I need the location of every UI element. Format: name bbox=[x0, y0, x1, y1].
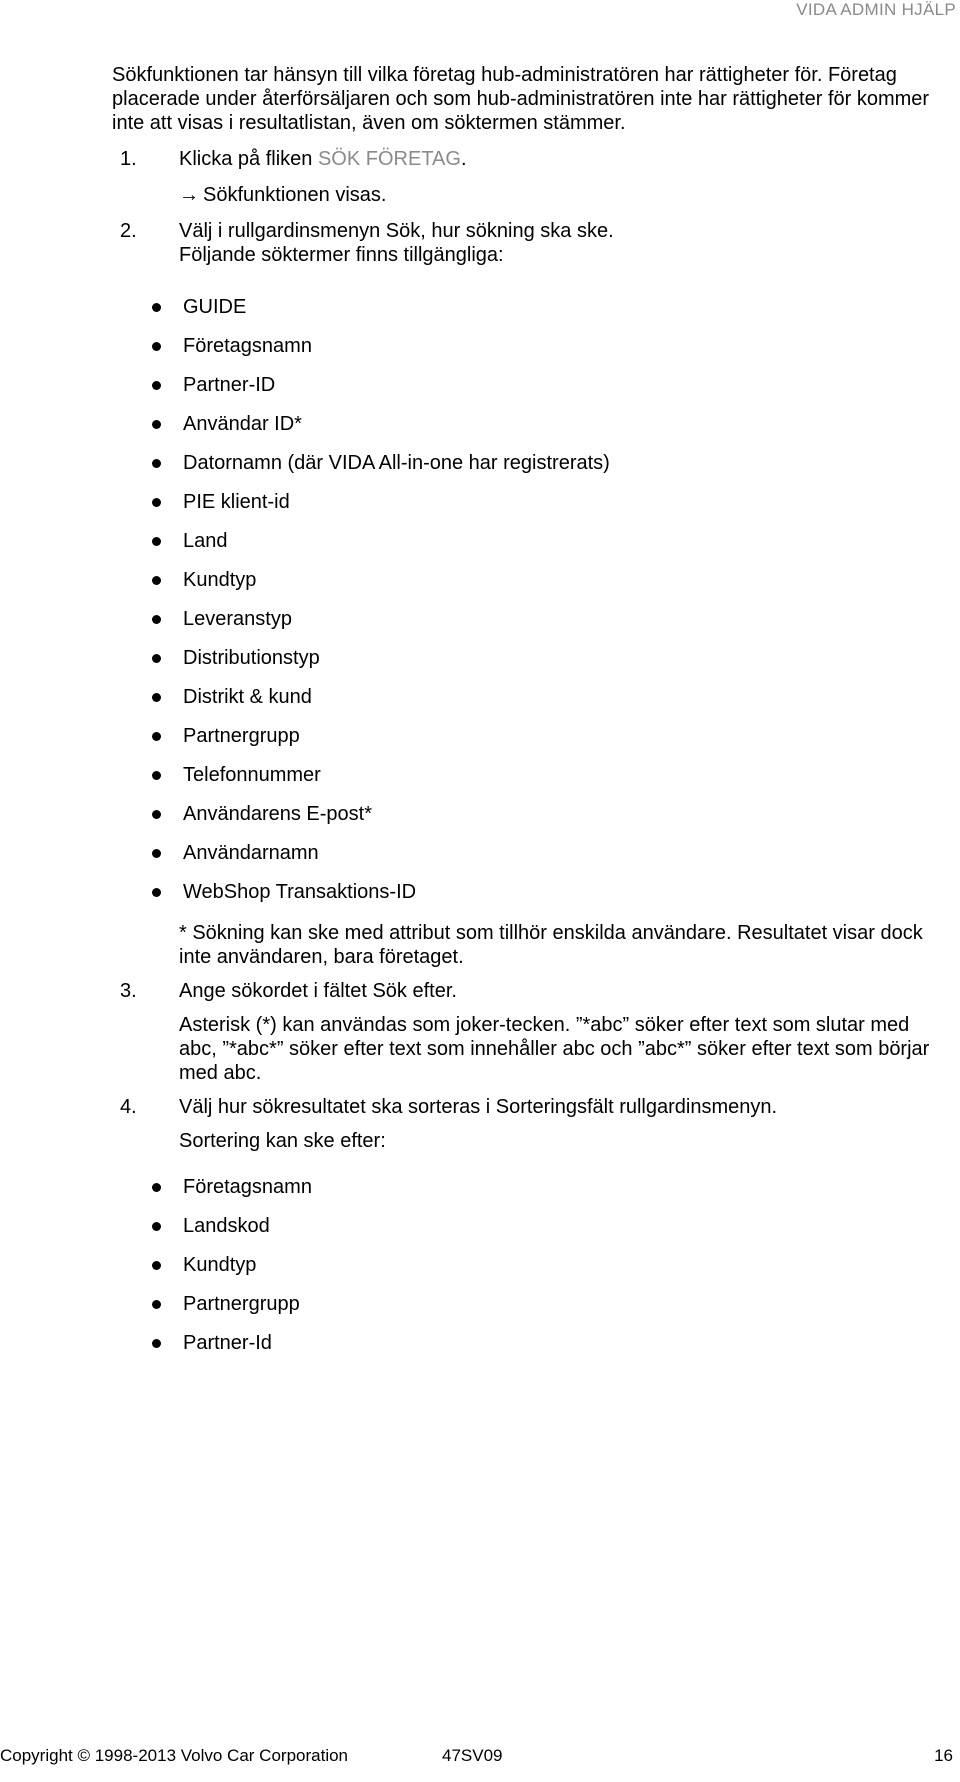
list-item bbox=[152, 607, 952, 646]
list-item-label: Användarnamn bbox=[183, 842, 319, 864]
list-item bbox=[152, 490, 952, 529]
list-item-label: Företagsnamn bbox=[183, 335, 312, 357]
list-item-label: Distrikt & kund bbox=[183, 686, 312, 708]
page-footer bbox=[0, 1746, 960, 1770]
step-number: 3. bbox=[120, 980, 137, 1002]
step-text-end: . bbox=[460, 148, 467, 170]
list-item bbox=[152, 1292, 952, 1331]
list-item bbox=[152, 841, 952, 880]
bullet-icon bbox=[152, 654, 161, 663]
bullet-icon bbox=[152, 303, 161, 312]
list-item bbox=[152, 529, 952, 568]
bullet-icon bbox=[152, 888, 161, 897]
copyright-text: Copyright © 1998-2013 Volvo Car Corporation bbox=[0, 1746, 349, 1765]
list-item bbox=[152, 685, 952, 724]
step-number: 4. bbox=[120, 1096, 137, 1118]
list-item-label: Kundtyp bbox=[183, 569, 257, 591]
bullet-icon bbox=[152, 693, 161, 702]
list-item-label: GUIDE bbox=[183, 296, 247, 318]
document-id: 47SV09 bbox=[442, 1746, 503, 1765]
bullet-icon bbox=[152, 459, 161, 468]
list-item-label: Land bbox=[183, 530, 228, 552]
list-item bbox=[152, 334, 952, 373]
document-body bbox=[112, 63, 952, 1370]
step-text: Klicka på fliken bbox=[179, 148, 318, 170]
list-item-label: Telefonnummer bbox=[183, 764, 321, 786]
footnote-text: * Sökning kan ske med attribut som tillhör enskilda användare. Resultatet visar dock inte användaren, bara företaget. bbox=[179, 922, 923, 968]
step-3 bbox=[112, 979, 952, 1085]
bullet-icon bbox=[152, 537, 161, 546]
list-item-label: Distributionstyp bbox=[183, 647, 320, 669]
list-item-label: Leveranstyp bbox=[183, 608, 292, 630]
list-item-label: Kundtyp bbox=[183, 1254, 257, 1276]
step-number: 2. bbox=[120, 220, 137, 242]
field-name-highlight: Sorteringsfält bbox=[495, 1096, 614, 1118]
sort-options-list bbox=[112, 1175, 952, 1370]
footnote bbox=[112, 921, 952, 969]
list-item-label: Användar ID* bbox=[183, 413, 302, 435]
bullet-icon bbox=[152, 1300, 161, 1309]
step-2 bbox=[112, 219, 952, 267]
list-item bbox=[152, 1214, 952, 1253]
list-item bbox=[152, 1175, 952, 1214]
bullet-icon bbox=[152, 420, 161, 429]
document-header-title: VIDA ADMIN HJÄLP bbox=[796, 0, 956, 19]
bullet-icon bbox=[152, 576, 161, 585]
menu-name-highlight: Sök bbox=[385, 220, 421, 242]
step-instruction bbox=[179, 1095, 952, 1119]
search-terms-list bbox=[112, 295, 952, 919]
list-item-label: WebShop Transaktions-ID bbox=[183, 881, 417, 903]
list-item bbox=[152, 646, 952, 685]
step-text: Ange sökordet i fältet bbox=[179, 980, 373, 1002]
intro-paragraph: Sökfunktionen tar hänsyn till vilka företag hub-administratören har rättigheter för. Företag placerade under återförsäljaren och som hub-administratören inte har rättigheter för kommer inte att visas i resultatlistan, även om söktermen stämmer. bbox=[112, 64, 930, 134]
list-item-label: PIE klient-id bbox=[183, 491, 290, 513]
bullet-icon bbox=[152, 1183, 161, 1192]
list-item bbox=[152, 763, 952, 802]
step-text-end: , hur sökning ska ske. bbox=[420, 220, 614, 242]
step-subtext: Sortering kan ske efter: bbox=[179, 1130, 386, 1152]
list-item-label: Partnergrupp bbox=[183, 725, 300, 747]
bullet-icon bbox=[152, 771, 161, 780]
step-text-end: . bbox=[451, 980, 457, 1002]
tab-name-highlight: SÖK FÖRETAG bbox=[317, 148, 461, 170]
list-item bbox=[152, 412, 952, 451]
list-item bbox=[152, 724, 952, 763]
bullet-icon bbox=[152, 498, 161, 507]
field-name-highlight: Sök efter bbox=[372, 980, 452, 1002]
list-item-label: Landskod bbox=[183, 1215, 270, 1237]
step-text: Välj i rullgardinsmenyn bbox=[179, 220, 386, 242]
bullet-icon bbox=[152, 381, 161, 390]
step-instruction bbox=[179, 219, 952, 243]
step-text-end: rullgardinsmenyn. bbox=[613, 1096, 778, 1118]
step-instruction bbox=[179, 979, 952, 1003]
list-item bbox=[152, 451, 952, 490]
list-item bbox=[152, 880, 952, 919]
list-item bbox=[152, 373, 952, 412]
list-item-label: Datornamn (där VIDA All-in-one har registrerats) bbox=[183, 452, 610, 474]
list-item bbox=[152, 568, 952, 607]
page-number: 16 bbox=[934, 1746, 953, 1765]
list-item-label: Partner-Id bbox=[183, 1332, 272, 1354]
list-item-label: Användarens E-post* bbox=[183, 803, 373, 825]
list-item-label: Företagsnamn bbox=[183, 1176, 312, 1198]
list-item bbox=[152, 295, 952, 334]
bullet-icon bbox=[152, 849, 161, 858]
step-subtext: Asterisk (*) kan användas som joker-tecken. ”*abc” söker efter text som slutar med abc, ”*abc*” söker efter text som innehåller abc och ”abc*” söker efter text som börjar med abc. bbox=[179, 1014, 930, 1084]
bullet-icon bbox=[152, 342, 161, 351]
list-item-label: Partnergrupp bbox=[183, 1293, 300, 1315]
step-result bbox=[179, 183, 952, 207]
step-1 bbox=[112, 147, 952, 207]
list-item-label: Partner-ID bbox=[183, 374, 276, 396]
list-item bbox=[152, 1253, 952, 1292]
step-text: Välj hur sökresultatet ska sorteras i bbox=[179, 1096, 496, 1118]
list-item bbox=[152, 1331, 952, 1370]
list-item bbox=[152, 802, 952, 841]
bullet-icon bbox=[152, 732, 161, 741]
bullet-icon bbox=[152, 810, 161, 819]
step-4 bbox=[112, 1095, 952, 1153]
step-instruction bbox=[179, 147, 952, 171]
bullet-icon bbox=[152, 1339, 161, 1348]
bullet-icon bbox=[152, 1222, 161, 1231]
bullet-icon bbox=[152, 1261, 161, 1270]
arrow-right-icon: → bbox=[179, 184, 199, 206]
step-number: 1. bbox=[120, 148, 137, 170]
bullet-icon bbox=[152, 615, 161, 624]
step-subtext: Följande söktermer finns tillgängliga: bbox=[179, 244, 504, 266]
step-result-text: Sökfunktionen visas. bbox=[203, 184, 387, 206]
